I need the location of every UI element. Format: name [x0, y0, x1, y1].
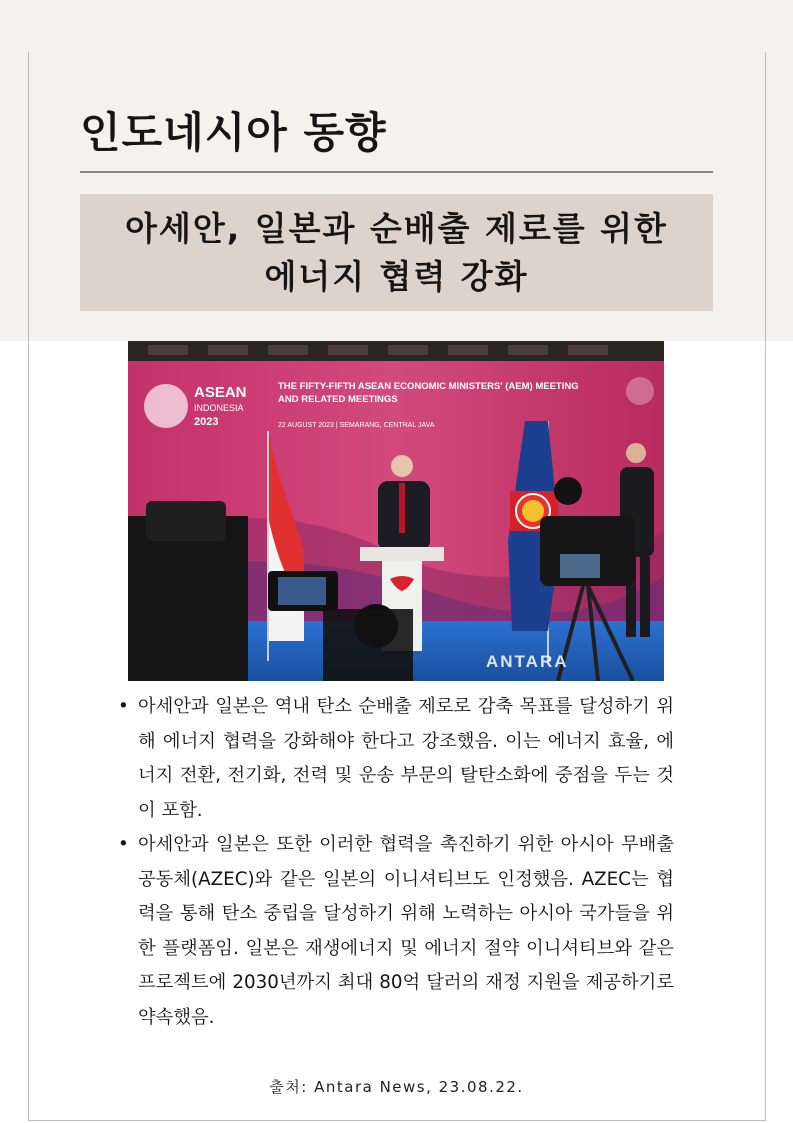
banner-date: 22 AUGUST 2023 | SEMARANG, CENTRAL JAVA [278, 422, 435, 429]
logo-text-2: INDONESIA [194, 403, 244, 413]
article-title-box [80, 194, 713, 311]
article-bullet-list [118, 690, 674, 1035]
section-title: 인도네시아 동향 [80, 108, 387, 157]
banner-text-2: AND RELATED MEETINGS [278, 394, 398, 405]
bullet-item-1: • 아세안과 일본은 역내 탄소 순배출 제로로 감축 목표를 달성하기 위해 에너지 협력을 강화해야 한다고 강조했음. 이는 에너지 효율, 에너지 전환, 전기화, 전력 및 운송 부문의 탈탄소화에 중점을 두는 것이 포함. [118, 690, 674, 828]
asean-emblem [144, 384, 188, 428]
news-photo [128, 341, 664, 681]
article-title-line-1: 아세안, 일본과 순배출 제로를 위한 [125, 208, 668, 248]
title-divider [80, 171, 713, 173]
source-citation: 출처: Antara News, 23.08.22. [269, 1078, 524, 1096]
antara-watermark: ANTARA [486, 652, 569, 671]
banner-text-1: THE FIFTY-FIFTH ASEAN ECONOMIC MINISTERS' (AEM) MEETING [278, 381, 579, 392]
bullet-item-2: • 아세안과 일본은 또한 이러한 협력을 촉진하기 위한 아시아 무배출 공동체(AZEC)와 같은 일본의 이니셔티브도 인정했음. AZEC는 협력을 통해 탄소 중립을 달성하기 위해 노력하는 아시아 국가들을 위한 플랫폼임. 일본은 재생에너지 및 에너지 절약 이니셔티브와 같은 프로젝트에 2030년까지 최대 80억 달러의 재정 지원을 제공하기로 약속했음. [118, 828, 674, 1035]
article-title-line-2: 에너지 협력 강화 [264, 256, 529, 296]
logo-text-1: ASEAN [194, 384, 247, 401]
logo-text-3: 2023 [194, 416, 219, 428]
